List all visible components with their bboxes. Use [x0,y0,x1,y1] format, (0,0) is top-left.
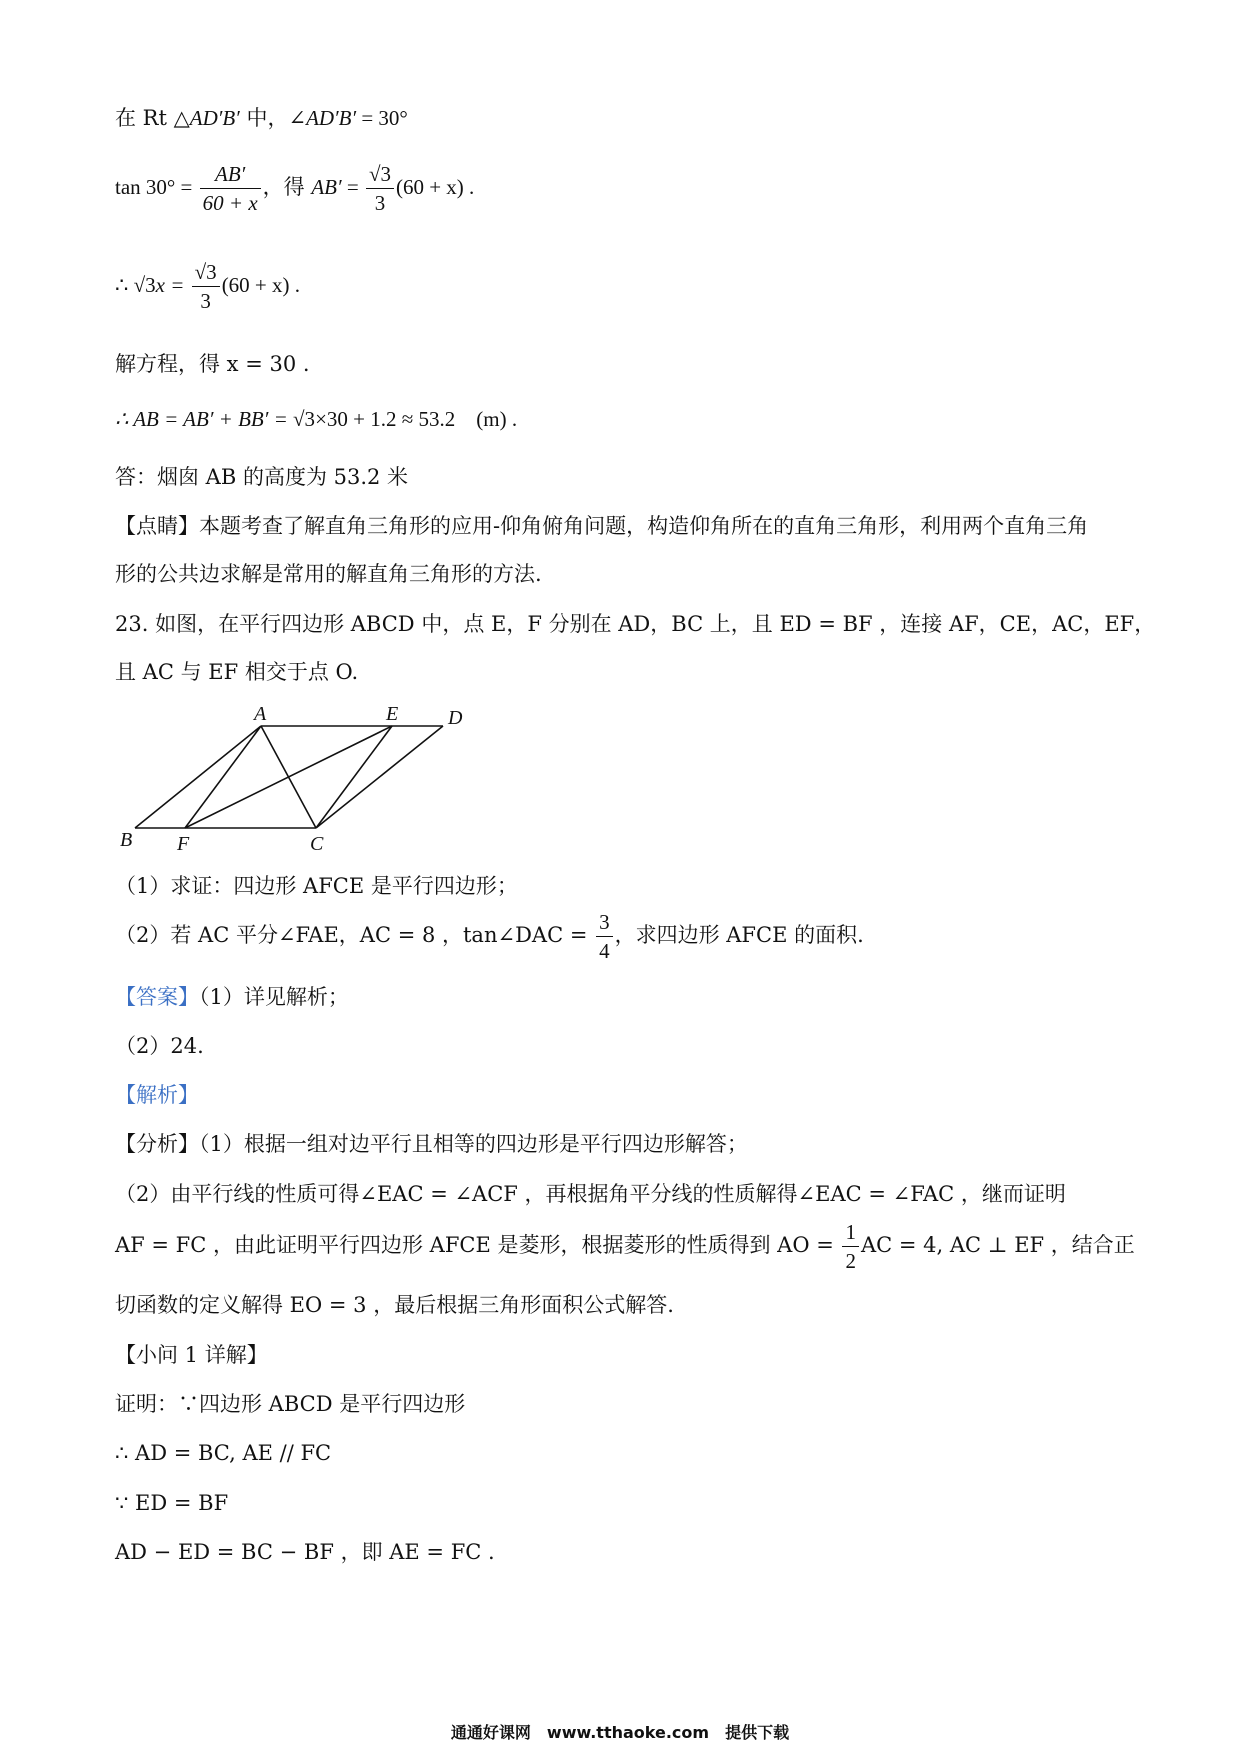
answer-line-2: （2）24. [115,1034,204,1058]
text-line-4: 解方程，得 x = 30 . [115,352,310,376]
analysis-line-1: 【分析】（1）根据一组对边平行且相等的四边形是平行四边形解答； [115,1132,748,1156]
analysis-line-4: 切函数的定义解得 EO = 3 ，最后根据三角形面积公式解答. [115,1293,674,1317]
sub-answer-heading: 【小问 1 详解】 [115,1343,268,1367]
label-b: B [120,829,133,851]
label-e: E [386,703,399,725]
parallelogram-figure [115,702,475,852]
text-line-2: tan 30° = $\frac{AB'}{60 + x}$ ，得 AB′ = $\frac{√3}{3}$ (60 + x) . [115,162,475,215]
label-c: C [310,833,324,852]
analysis-line-3: AF = FC ，由此证明平行四边形 AFCE 是菱形，根据菱形的性质得到 AO = $\frac{1}{2}$ AC = 4, AC ⊥ EF ，结合正 [115,1220,1135,1273]
proof-line-1: 证明：∵四边形 ABCD 是平行四边形 [115,1392,466,1416]
sub-question-2: （2）若 AC 平分∠FAE，AC = 8 ，tan∠DAC = $\frac{3}{4}$ ，求四边形 AFCE 的面积. [115,910,864,963]
label-a: A [254,703,267,725]
fraction: $\frac{AB'}{60 + x}$ [200,160,261,217]
answer-line-1: 【答案】（1）详见解析； [115,985,349,1009]
question-23-line-1: 23. 如图，在平行四边形 ABCD 中，点 E，F 分别在 AD，BC 上，且 ED = BF ，连接 AF，CE，AC，EF， [115,612,1156,636]
footer-watermark: 通通好课网 www.tthaoke.com 提供下载 [450,1723,790,1742]
question-23-line-2: 且 AC 与 EF 相交于点 O. [115,660,359,684]
text-line-5: ∴ AB = AB′ + BB′ = √3×30 + 1.2 ≈ 53.2 (m) . [115,407,518,431]
analysis-tag: 【解析】 [115,1083,199,1107]
label-f: F [177,833,190,852]
segment-af [185,726,261,828]
segment-fe [185,726,392,828]
fraction: $\frac{√3}{3}$ [366,160,394,217]
text-line-7: 【点睛】本题考查了解直角三角形的应用-仰角俯角问题，构造仰角所在的直角三角形，利用两个直角三角 [115,514,1089,538]
text-line-8: 形的公共边求解是常用的解直角三角形的方法. [115,562,542,586]
sub-question-1: （1）求证：四边形 AFCE 是平行四边形； [115,874,518,898]
proof-line-2: ∴ AD = BC, AE // FC [115,1441,332,1465]
proof-line-3: ∵ ED = BF [115,1491,229,1515]
fraction: $\frac{1}{2}$ [842,1218,859,1275]
analysis-line-2: （2）由平行线的性质可得∠EAC = ∠ACF ，再根据角平分线的性质解得∠EAC = ∠FAC ，继而证明 [115,1182,1066,1206]
proof-line-4: AD − ED = BC − BF ，即 AE = FC . [115,1540,495,1564]
fraction: $\frac{√3}{3}$ [192,258,220,315]
answer-tag: 【答案】 [115,985,199,1009]
segment-ba [135,726,261,828]
segment-dc [316,726,443,828]
fraction: $\frac{3}{4}$ [596,908,613,965]
text-line-3: ∴ √3x = $\frac{√3}{3}$ (60 + x) . [115,260,301,313]
label-d: D [448,707,463,729]
text-line-1: 在 Rt △AD′B′ 中，∠AD′B′ = 30° [115,106,408,130]
text-line-6: 答：烟囱 AB 的高度为 53.2 米 [115,465,409,489]
